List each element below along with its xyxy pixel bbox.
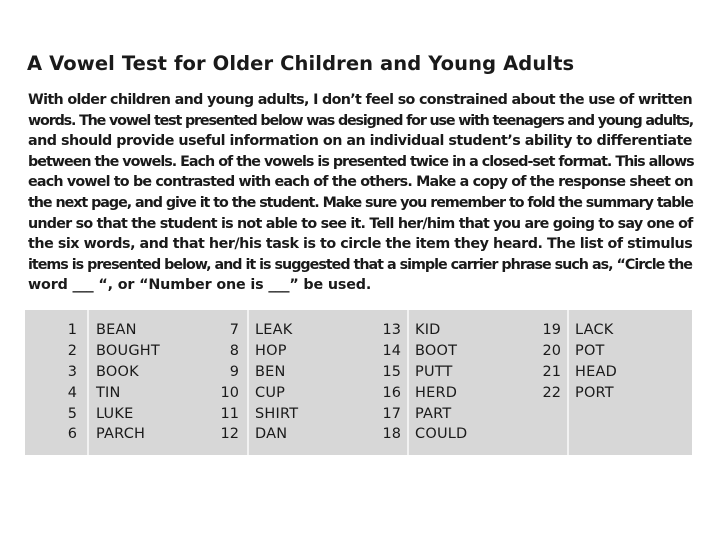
intro-line: between the vowels. Each of the vowels is presented twice in a closed-set format. This allows bbox=[28, 153, 694, 170]
stimulus-word: SHIRT bbox=[255, 405, 299, 422]
intro-line: word ___ “, or “Number one is ___” be used. bbox=[28, 277, 372, 294]
stimulus-word: LACK bbox=[575, 322, 614, 338]
intro-line: under so that the student is not able to see it. Tell her/him that you are going to say one of bbox=[28, 215, 693, 232]
intro-line: With older children and young adults, I don’t feel so constrained about the use of written bbox=[28, 92, 692, 108]
stimulus-word: BEAN bbox=[96, 322, 137, 338]
stimulus-word: LEAK bbox=[255, 322, 293, 338]
stimulus-word: DAN bbox=[255, 426, 288, 443]
stimulus-word: HEAD bbox=[575, 363, 617, 380]
word-column bbox=[89, 310, 249, 455]
stimulus-word: BOOT bbox=[415, 342, 458, 359]
stimulus-word: PARCH bbox=[96, 426, 146, 443]
item-number: 9 bbox=[229, 363, 239, 380]
stimulus-word: PUTT bbox=[415, 363, 453, 380]
item-number: 2 bbox=[67, 342, 77, 359]
stimulus-word: TIN bbox=[96, 384, 121, 401]
stimulus-word: COULD bbox=[415, 426, 468, 443]
stimulus-word: BOOK bbox=[96, 363, 139, 380]
word-column bbox=[249, 310, 409, 455]
item-number: 8 bbox=[229, 342, 239, 359]
stimulus-word: HOP bbox=[255, 342, 287, 359]
item-number: 15 bbox=[382, 363, 401, 380]
word-column bbox=[569, 310, 692, 455]
stimulus-word: PART bbox=[415, 405, 452, 422]
stimulus-table bbox=[25, 310, 692, 455]
intro-line: the next page, and give it to the student. Make sure you remember to fold the summary table bbox=[28, 194, 693, 211]
item-number: 19 bbox=[542, 322, 561, 338]
intro-line: each vowel to be contrasted with each of the others. Make a copy of the response sheet on bbox=[28, 174, 693, 191]
intro-line: and should provide useful information on an individual student’s ability to differentiate bbox=[28, 133, 692, 150]
item-number: 3 bbox=[67, 363, 77, 380]
item-number: 13 bbox=[382, 322, 401, 338]
item-number: 17 bbox=[382, 405, 401, 422]
item-number: 20 bbox=[542, 342, 561, 359]
item-number: 11 bbox=[220, 405, 239, 422]
item-number: 22 bbox=[542, 384, 561, 401]
intro-line: words. The vowel test presented below was designed for use with teenagers and young adults, bbox=[28, 112, 694, 129]
intro-paragraph bbox=[28, 90, 692, 296]
item-number: 1 bbox=[67, 322, 77, 338]
item-number: 14 bbox=[382, 342, 401, 359]
stimulus-word: BOUGHT bbox=[96, 342, 160, 359]
word-column bbox=[409, 310, 569, 455]
number-column bbox=[25, 310, 89, 455]
stimulus-word: LUKE bbox=[96, 405, 134, 422]
stimulus-word: KID bbox=[415, 322, 441, 338]
item-number: 18 bbox=[382, 426, 401, 443]
stimulus-word: HERD bbox=[415, 384, 458, 401]
item-number: 6 bbox=[67, 426, 77, 443]
item-number: 16 bbox=[382, 384, 401, 401]
item-number: 10 bbox=[220, 384, 239, 401]
stimulus-word: BEN bbox=[255, 363, 286, 380]
stimulus-word: POT bbox=[575, 342, 605, 359]
item-number: 12 bbox=[220, 426, 239, 443]
item-number: 7 bbox=[229, 322, 239, 338]
item-number: 5 bbox=[67, 405, 77, 422]
item-number: 21 bbox=[542, 363, 561, 380]
item-number: 4 bbox=[67, 384, 77, 401]
stimulus-word: CUP bbox=[255, 384, 286, 401]
page-title: A Vowel Test for Older Children and Young Adults bbox=[27, 52, 575, 75]
stimulus-word: PORT bbox=[575, 384, 614, 401]
intro-line: the six words, and that her/his task is to circle the item they heard. The list of stimulus bbox=[28, 236, 693, 253]
intro-line: items is presented below, and it is suggested that a simple carrier phrase such as, “Circle the bbox=[28, 256, 692, 273]
